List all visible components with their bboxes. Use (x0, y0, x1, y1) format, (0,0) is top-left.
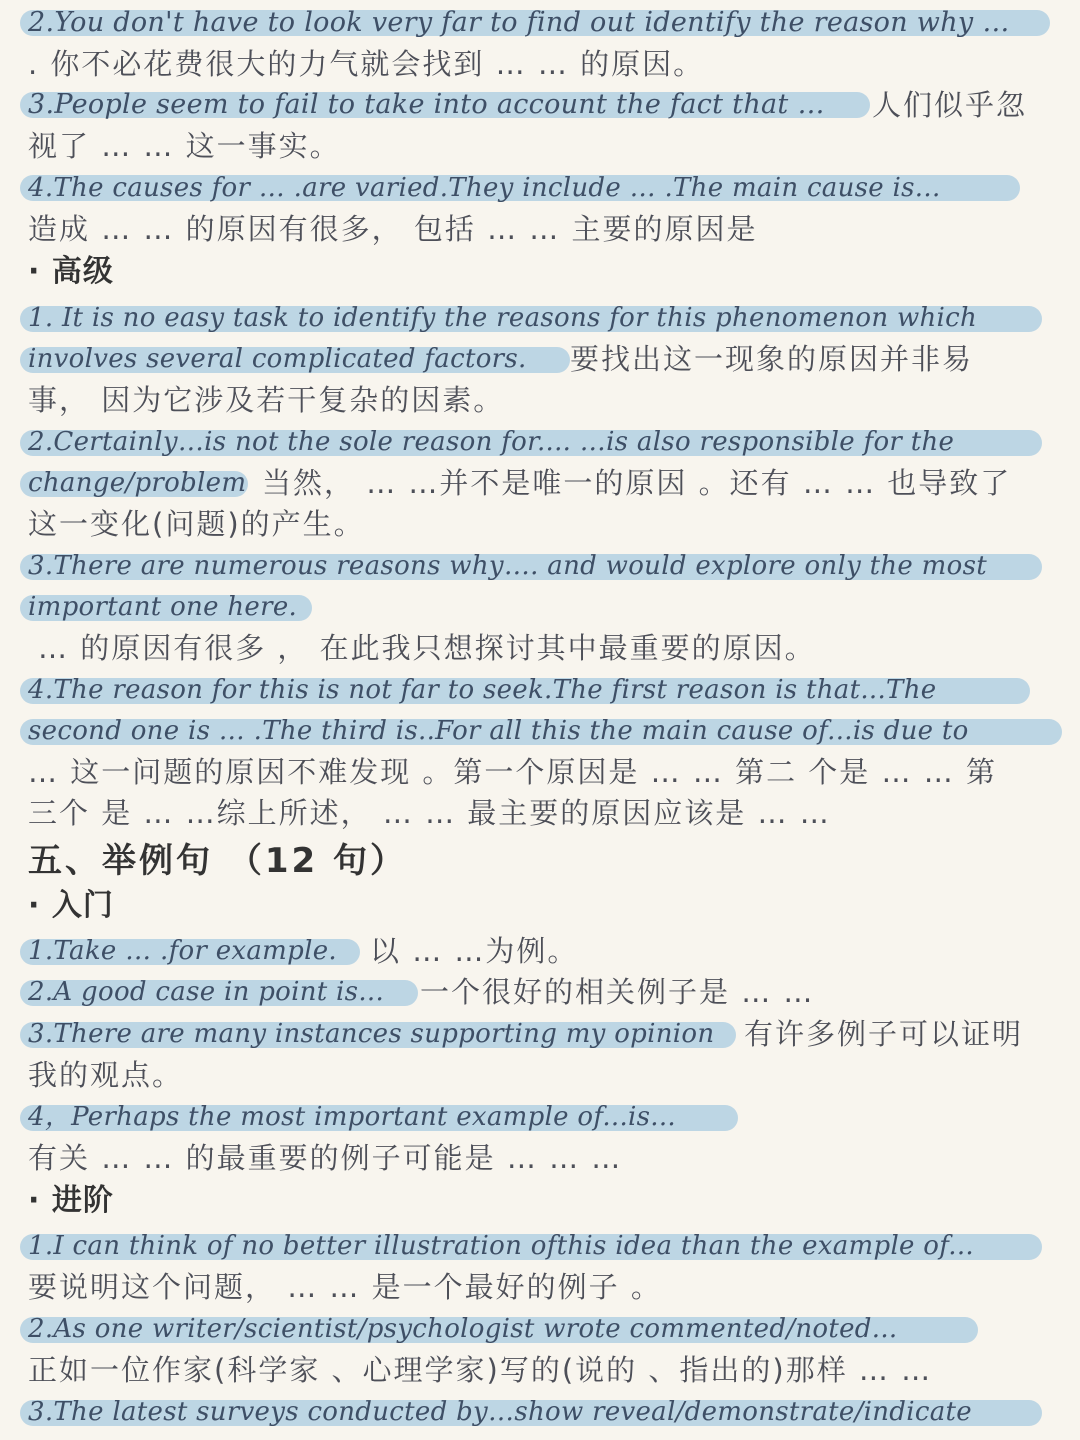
phrase-chinese: 事， 因为它涉及若干复杂的因素。 (28, 383, 505, 417)
phrase-english: 3.People seem to fail to take into account the fact that … (28, 89, 825, 120)
section-title-examples: 五、举例句 （12 句） (28, 841, 407, 881)
phrase-english: 2.You don't have to look very far to find out identify the reason why … (28, 7, 1010, 38)
phrase-chinese: 三个 是 … …综上所述， … … 最主要的原因应该是 … … (28, 796, 831, 830)
phrase-chinese: 正如一位作家(科学家 、心理学家)写的(说的 、指出的)那样 … … (28, 1353, 933, 1387)
phrase-chinese: … 的原因有很多 ， 在此我只想探讨其中最重要的原因。 (38, 631, 816, 665)
phrase-chinese: 有关 … … 的最重要的例子可能是 … … … (28, 1141, 623, 1175)
phrase-chinese: . 你不必花费很大的力气就会找到 … … 的原因。 (28, 47, 705, 81)
phrase-english: 4，Perhaps the most important example of...is... (28, 1102, 677, 1132)
phrase-chinese: 要找出这一现象的原因并非易 (570, 342, 974, 376)
phrase-english: 1.I can think of no better illustration ofthis idea than the example of... (28, 1231, 974, 1261)
phrase-english: change/problem (28, 468, 247, 498)
phrase-chinese: 当然， … …并不是唯一的原因 。还有 … … 也导致了 (262, 466, 1012, 500)
phrase-chinese: 这一变化(问题)的产生。 (28, 507, 365, 541)
phrase-chinese: 一个很好的相关例子是 … … (420, 975, 815, 1009)
phrase-english: 4.The reason for this is not far to seek.The first reason is that...The (28, 675, 937, 705)
phrase-english: 4.The causes for … .are varied.They include … .The main cause is... (28, 173, 941, 203)
phrase-english: second one is … .The third is..For all this the main cause of...is due to (28, 716, 969, 746)
level-heading-intermediate: · 进阶 (28, 1183, 114, 1218)
phrase-chinese: 要说明这个问题， … … 是一个最好的例子 。 (28, 1270, 662, 1304)
phrase-english: involves several complicated factors. (28, 344, 527, 374)
level-heading-beginner: · 入门 (28, 888, 114, 923)
phrase-chinese: 我的观点。 (28, 1058, 184, 1092)
phrase-english: 2.Certainly…is not the sole reason for.... …is also responsible for the (28, 427, 955, 457)
phrase-chinese: 造成 … … 的原因有很多， 包括 … … 主要的原因是 (28, 212, 758, 246)
phrase-chinese: 以 … …为例。 (370, 934, 579, 968)
level-heading-advanced: · 高级 (28, 254, 114, 289)
phrase-english: 3.There are numerous reasons why…. and would explore only the most (28, 551, 987, 581)
phrase-english: 2.A good case in point is... (28, 977, 385, 1007)
phrase-chinese: … 这一问题的原因不难发现 。第一个原因是 … … 第二 个是 … … 第 (28, 755, 997, 789)
phrase-english: 3.The latest surveys conducted by…show reveal/demonstrate/indicate (28, 1397, 972, 1427)
phrase-chinese: 有许多例子可以证明 (744, 1017, 1024, 1051)
phrase-english: 2.As one writer/scientist/psychologist wrote commented/noted... (28, 1314, 898, 1344)
phrase-english: important one here. (28, 592, 298, 622)
phrase-chinese: 人们似乎忽 (872, 88, 1028, 122)
phrase-english: 3.There are many instances supporting my opinion (28, 1019, 715, 1049)
phrase-english: 1. It is no easy task to identify the reasons for this phenomenon which (28, 303, 978, 333)
phrase-english: 1.Take … .for example. (28, 936, 337, 966)
phrase-chinese: 视了 … … 这一事实。 (28, 129, 341, 163)
